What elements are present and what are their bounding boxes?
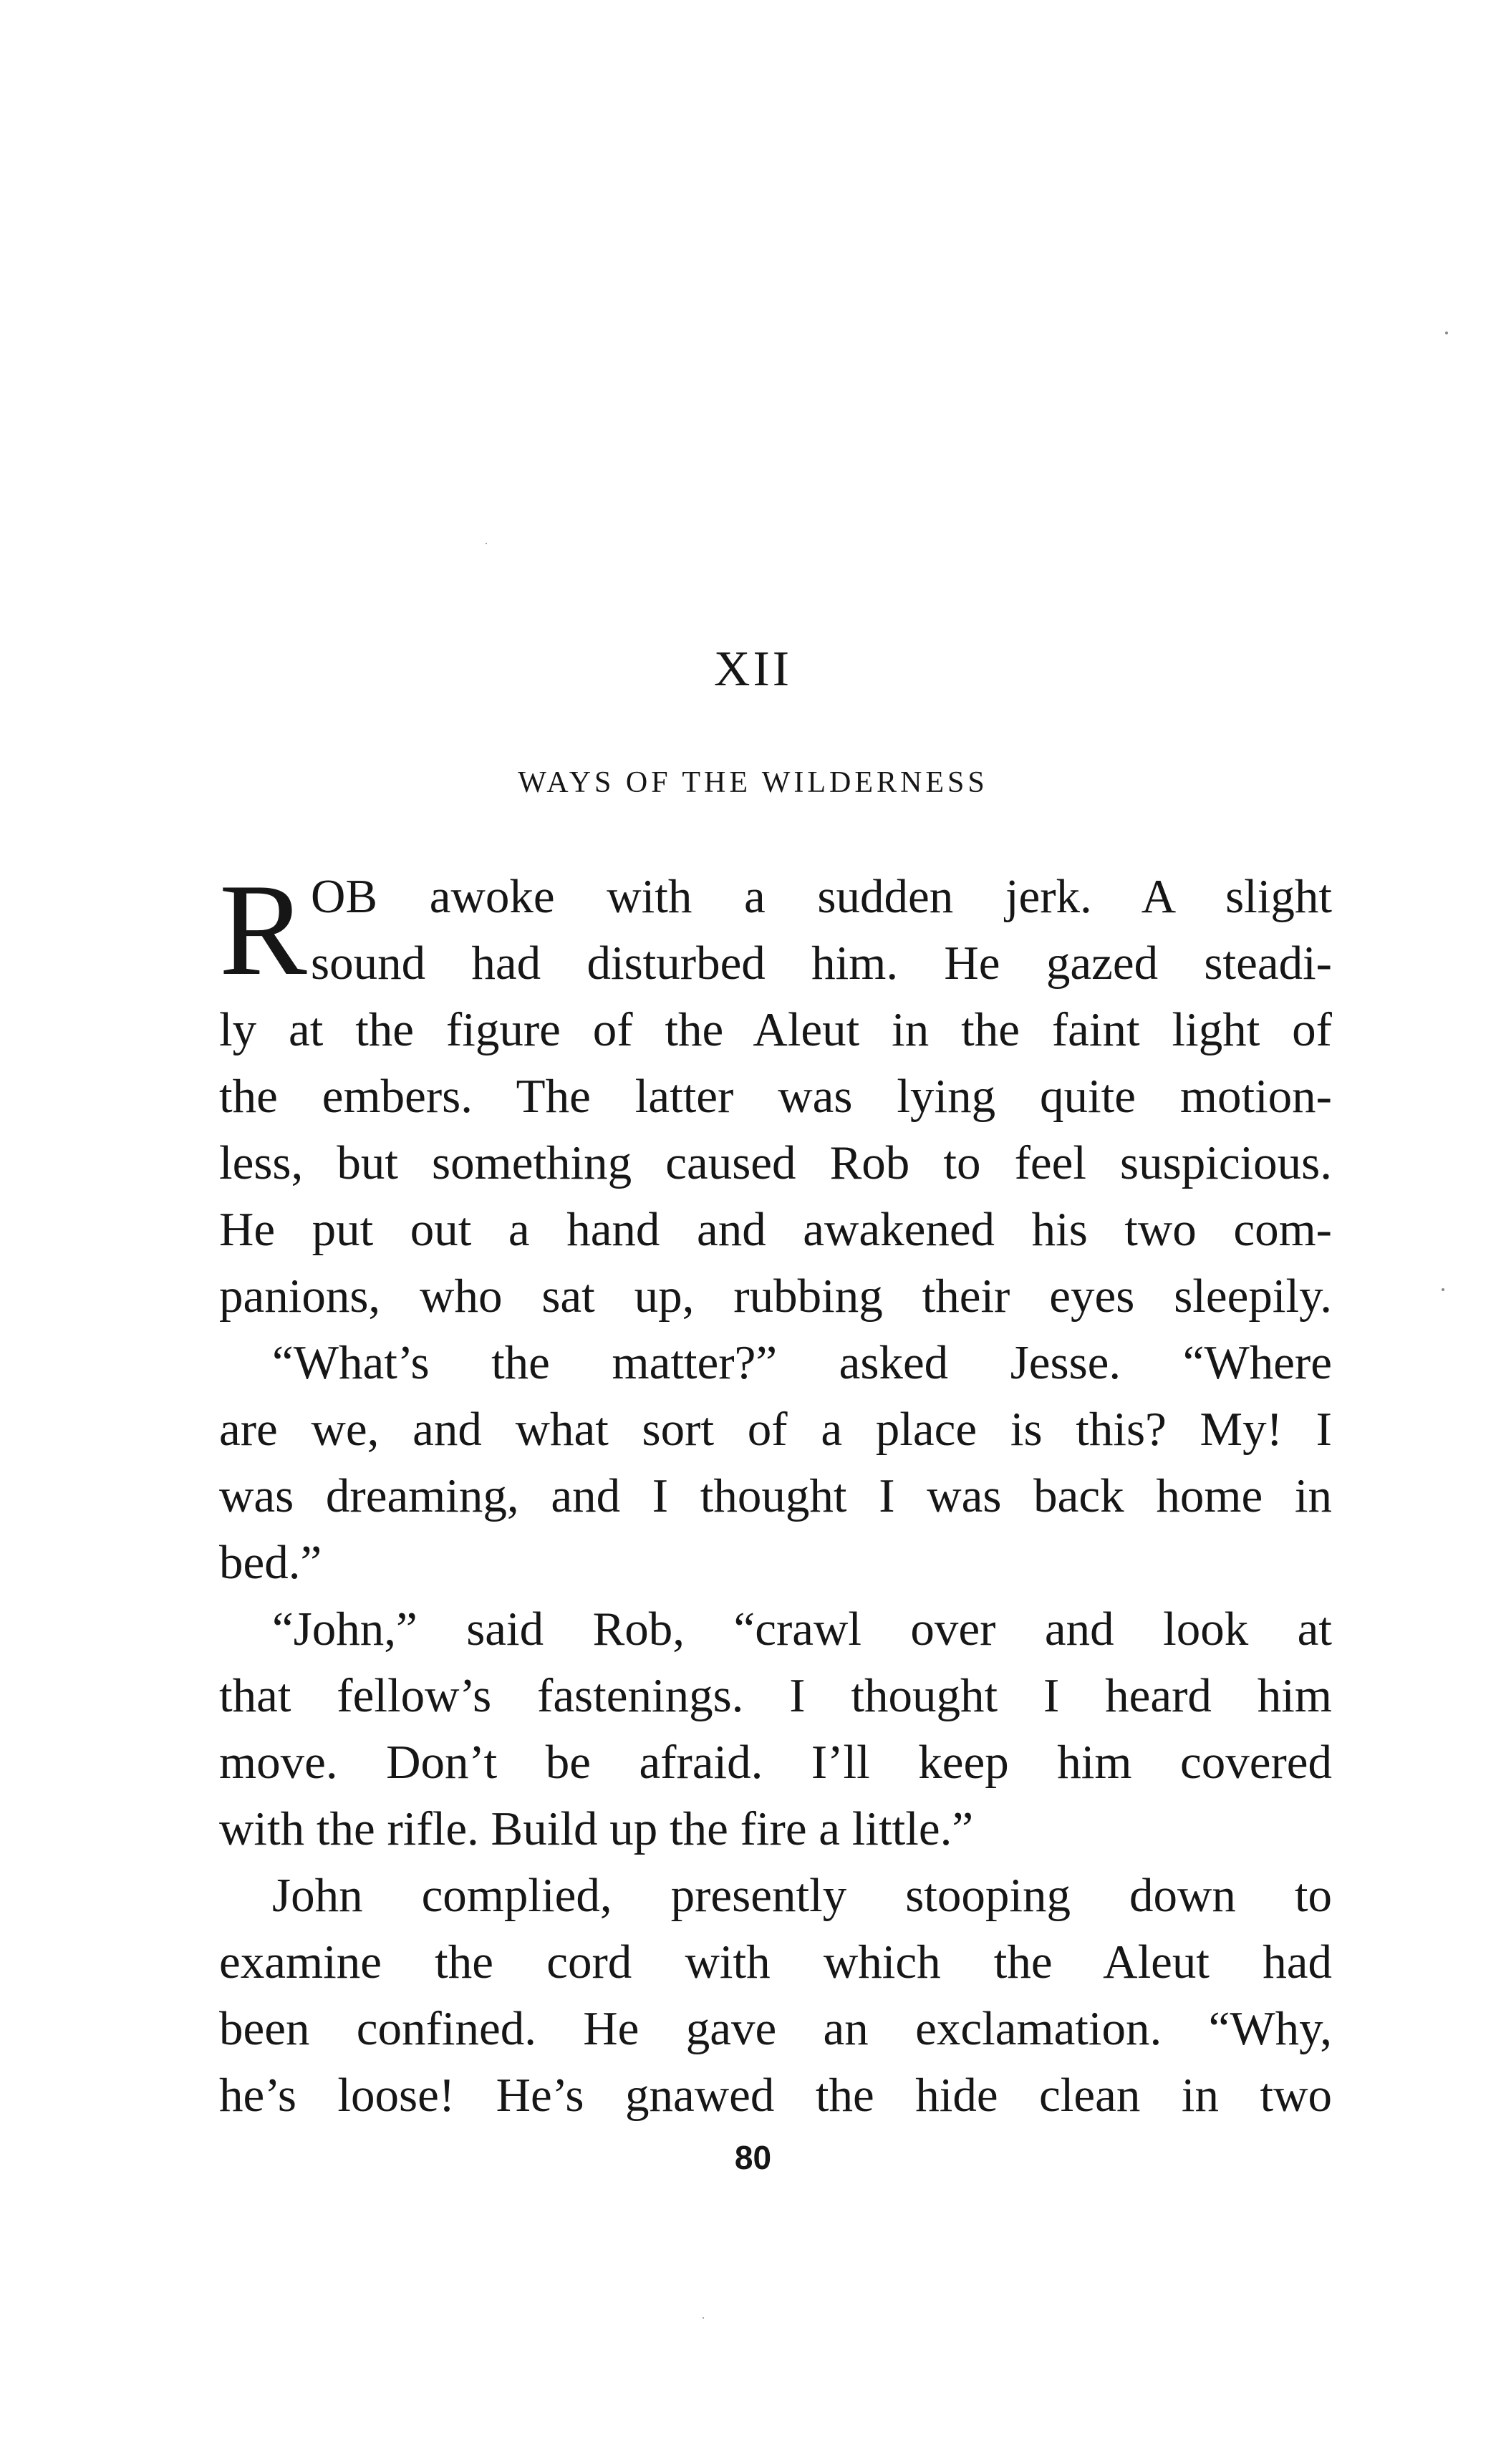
text-line: the embers. The latter was lying quite motion-: [219, 1070, 1332, 1123]
chapter-title: WAYS OF THE WILDERNESS: [518, 766, 988, 799]
body-text: [219, 997, 1332, 2129]
text-line: he’s loose! He’s gnawed the hide clean in two: [219, 2069, 1332, 2122]
text-line: John complied, presently stooping down to: [272, 1869, 1332, 1922]
paper-speck: [703, 2317, 704, 2319]
text-line: “John,” said Rob, “crawl over and look at: [272, 1603, 1332, 1656]
text-line: sound had disturbed him. He gazed steadi-: [311, 937, 1332, 990]
text-line: was dreaming, and I thought I was back home in: [219, 1469, 1332, 1522]
text-line: that fellow’s fastenings. I thought I heard him: [219, 1669, 1332, 1722]
text-line: He put out a hand and awakened his two com-: [219, 1203, 1332, 1256]
drop-cap-lines: [311, 864, 1332, 997]
text-line: examine the cord with which the Aleut had: [219, 1936, 1332, 1989]
text-line: OB awoke with a sudden jerk. A slight: [311, 870, 1332, 923]
text-line: move. Don’t be afraid. I’ll keep him covered: [219, 1736, 1332, 1789]
text-line: panions, who sat up, rubbing their eyes sleepily.: [219, 1270, 1332, 1323]
paper-speck: [1445, 332, 1448, 334]
paper-speck: [1442, 1288, 1444, 1291]
text-line: less, but something caused Rob to feel suspicious.: [219, 1136, 1332, 1189]
text-line: been confined. He gave an exclamation. “Why,: [219, 2002, 1332, 2055]
text-line: bed.”: [219, 1536, 322, 1589]
chapter-number: XII: [713, 642, 793, 697]
text-line: “What’s the matter?” asked Jesse. “Where: [272, 1336, 1332, 1389]
drop-cap: R: [219, 856, 307, 1002]
text-line: are we, and what sort of a place is this? My! I: [219, 1403, 1332, 1456]
text-line: ly at the figure of the Aleut in the faint light of: [219, 1003, 1332, 1056]
paper-speck: [486, 543, 487, 544]
page-number: 80: [734, 2139, 772, 2176]
text-line: with the rifle. Build up the fire a little.”: [219, 1802, 974, 1855]
